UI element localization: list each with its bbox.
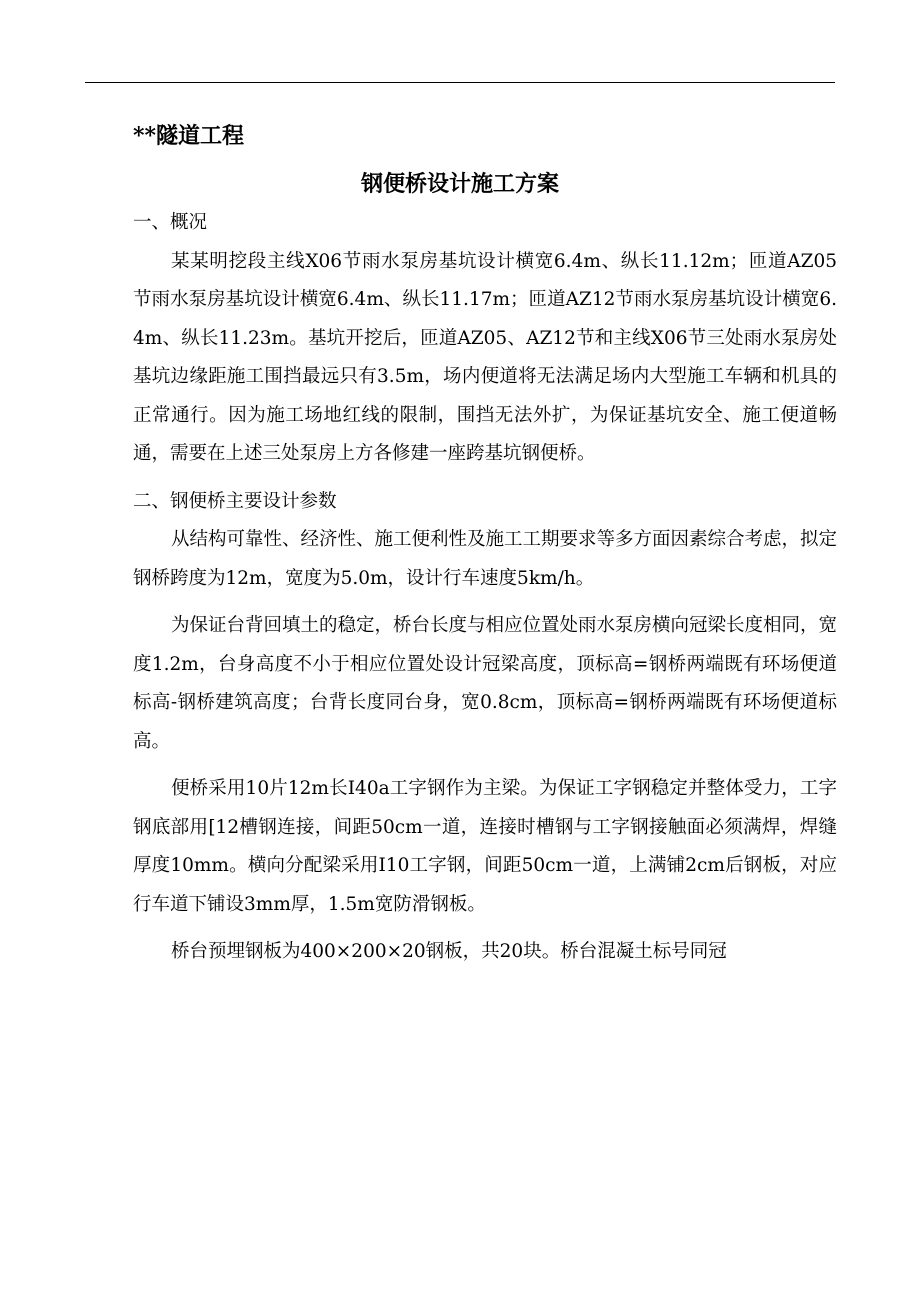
- project-title: **隧道工程: [133, 123, 245, 149]
- paragraph-abutment: 为保证台背回填土的稳定，桥台长度与相应位置处雨水泵房横向冠梁长度相同，宽度1.2m，台身高度不小于相应位置处设计冠梁高度，顶标高=钢桥两端既有环场便道标高-钢桥建筑高度；台背长度同台身，宽0.8cm，顶标高=钢桥两端既有环场便道标高。: [133, 615, 838, 752]
- paragraph-overview: 某某明挖段主线X06节雨水泵房基坑设计横宽6.4m、纵长11.12m；匝道AZ05节雨水泵房基坑设计横宽6.4m、纵长11.17m；匝道AZ12节雨水泵房基坑设计横宽6.4m、纵长11.23m。基坑开挖后，匝道AZ05、AZ12节和主线X06节三处雨水泵房处基坑边缘距施工围挡最远只有3.5m，场内便道将无法满足场内大型施工车辆和机具的正常通行。因为施工场地红线的限制，围挡无法外扩，为保证基坑安全、施工便道畅通，需要在上述三处泵房上方各修建一座跨基坑钢便桥。: [133, 250, 837, 464]
- paragraph-main-beams: 便桥采用10片12m长I40a工字钢作为主梁。为保证工字钢稳定并整体受力，工字钢底部用[12槽钢连接，间距50cm一道，连接时槽钢与工字钢接触面必须满焊，焊缝厚度10mm。横向分配梁采用I10工字钢，间距50cm一道，上满铺2cm后钢板，对应行车道下铺设3mm厚，1.5m宽防滑钢板。: [133, 778, 837, 915]
- section-heading-design-parameters: 二、钢便桥主要设计参数: [133, 490, 337, 512]
- paragraph-span-width: 从结构可靠性、经济性、施工便利性及施工工期要求等多方面因素综合考虑，拟定钢桥跨度为12m，宽度为5.0m，设计行车速度5km/h。: [133, 529, 838, 589]
- paragraph-embedded-plates: 桥台预埋钢板为400×200×20钢板，共20块。桥台混凝土标号同冠: [171, 941, 727, 962]
- document-title: 钢便桥设计施工方案: [360, 171, 559, 197]
- section-heading-overview: 一、概况: [133, 212, 208, 233]
- document-body: [133, 204, 837, 972]
- header-rule: [85, 82, 835, 83]
